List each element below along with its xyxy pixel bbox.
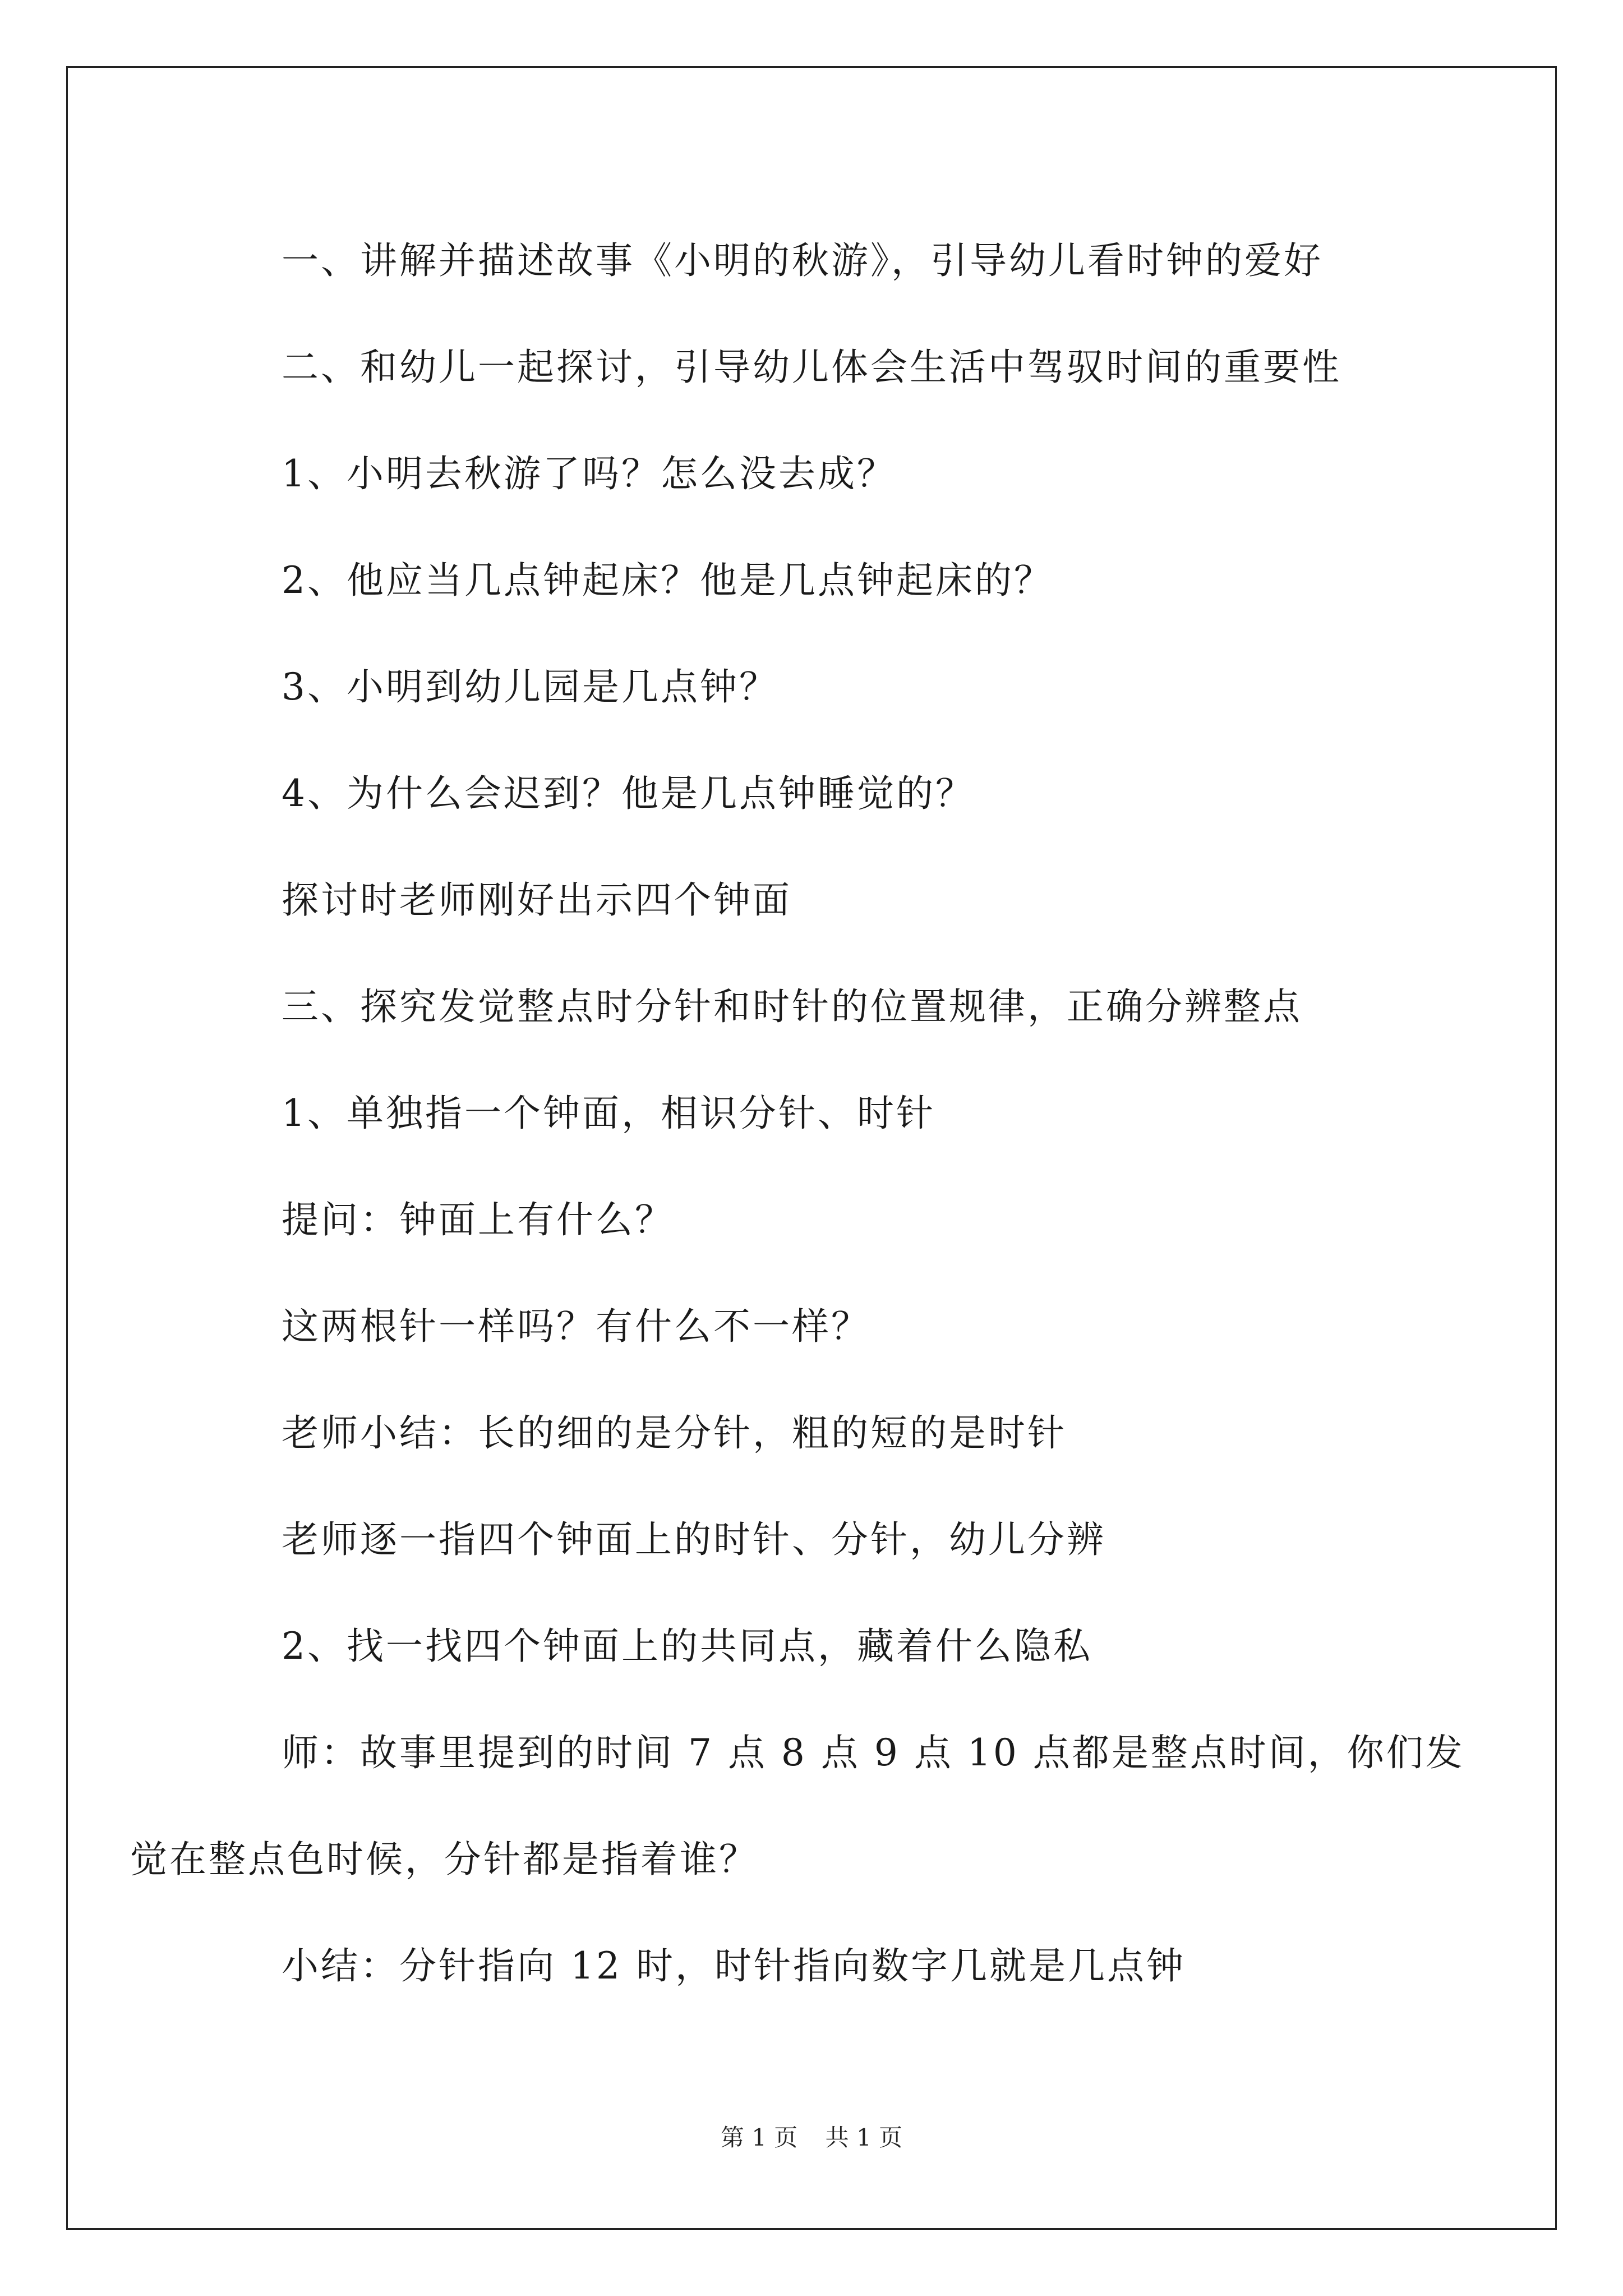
paragraph-teacher-point: 老师逐一指四个钟面上的时针、分针，幼儿分辨: [282, 1518, 1106, 1561]
paragraph-note: 探讨时老师刚好出示四个钟面: [282, 878, 792, 922]
paragraph-summary: 小结：分针指向 12 时，时针指向数字几就是几点钟: [282, 1944, 1186, 1987]
paragraph-step-1: 1、单独指一个钟面，相识分针、时针: [282, 1092, 935, 1135]
paragraph-compare: 这两根针一样吗？有什么不一样？: [282, 1305, 870, 1348]
paragraph-section-2: 二、和幼儿一起探讨，引导幼儿体会生活中驾驭时间的重要性: [282, 346, 1341, 389]
paragraph-teacher-question: [58, 1700, 1465, 1913]
paragraph-question-4: 4、为什么会迟到？他是几点钟睡觉的？: [282, 772, 975, 815]
paragraph-question-1: 1、小明去秋游了吗？怎么没去成？: [282, 452, 896, 495]
page-number: 第 1 页: [720, 2124, 798, 2151]
paragraph-section-3: 三、探究发觉整点时分针和时针的位置规律，正确分辨整点: [282, 985, 1302, 1028]
paragraph-ask: 提问：钟面上有什么？: [282, 1198, 674, 1241]
page-total: 共 1 页: [825, 2124, 903, 2151]
paragraph-question-3: 3、小明到幼儿园是几点钟？: [282, 665, 778, 708]
paragraph-teacher-summary: 老师小结：长的细的是分针，粗的短的是时针: [282, 1411, 1067, 1455]
paragraph-step-2: 2、找一找四个钟面上的共同点，藏着什么隐私: [282, 1625, 1092, 1668]
teacher-question-line-2: 觉在整点色时候，分针都是指着谁？: [130, 1838, 758, 1881]
paragraph-section-1: 一、讲解并描述故事《小明的秋游》，引导幼儿看时钟的爱好: [282, 239, 1323, 282]
page-footer: [0, 2119, 1623, 2153]
teacher-question-line-1: 师：故事里提到的时间 7 点 8 点 9 点 10 点都是整点时间，你们发: [282, 1731, 1465, 1774]
paragraph-question-2: 2、他应当几点钟起床？他是几点钟起床的？: [282, 559, 1053, 602]
document-body: [130, 208, 1476, 2019]
